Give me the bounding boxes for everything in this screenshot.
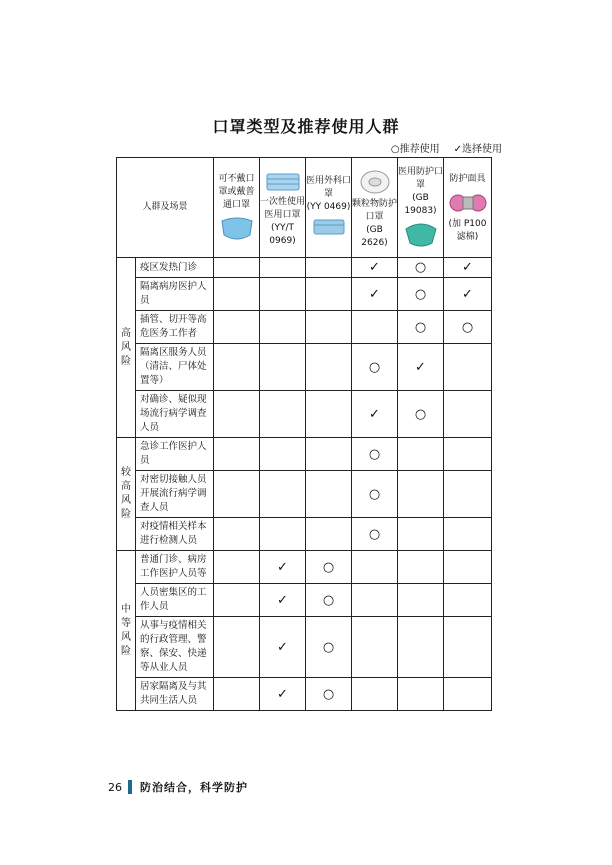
cell — [398, 584, 444, 617]
cell: ✓ — [444, 278, 492, 311]
header-col5-label: 医用防护口罩 — [398, 166, 444, 190]
cell — [306, 311, 352, 344]
cell — [214, 311, 260, 344]
table-row — [117, 471, 492, 518]
cell — [214, 518, 260, 551]
cell: ✓ — [352, 278, 398, 311]
cell — [214, 678, 260, 711]
cell: ○ — [398, 258, 444, 278]
cell: ✓ — [260, 678, 306, 711]
cell: ○ — [306, 617, 352, 678]
cell — [444, 551, 492, 584]
cell — [260, 518, 306, 551]
cell: ○ — [306, 584, 352, 617]
particulate-respirator-illustration — [358, 169, 392, 195]
row-scene: 疫区发热门诊 — [136, 258, 214, 278]
cell: ○ — [398, 311, 444, 344]
cell: ○ — [352, 438, 398, 471]
cell: ○ — [352, 518, 398, 551]
cell: ✓ — [352, 258, 398, 278]
cell — [398, 438, 444, 471]
header-col4-std: (GB 2626) — [361, 224, 388, 248]
cell — [214, 278, 260, 311]
table-row — [117, 438, 492, 471]
cell — [398, 551, 444, 584]
table-body — [117, 258, 492, 711]
table-row — [117, 617, 492, 678]
mask-table — [116, 157, 492, 711]
cell — [444, 438, 492, 471]
header-col4 — [352, 158, 398, 258]
gas-mask-illustration — [448, 189, 488, 215]
header-col6-std: (加 P100 滤棉) — [448, 219, 487, 242]
cell — [398, 518, 444, 551]
footer-text: 防治结合，科学防护 — [140, 781, 248, 794]
header-col6-label: 防护面具 — [449, 174, 486, 184]
group-higher — [117, 438, 136, 551]
cell — [352, 617, 398, 678]
row-scene: 人员密集区的工作人员 — [136, 584, 214, 617]
cell: ✓ — [444, 258, 492, 278]
cell — [214, 584, 260, 617]
cell — [444, 678, 492, 711]
cell — [444, 584, 492, 617]
cell — [398, 617, 444, 678]
header-col1 — [214, 158, 260, 258]
cell: ○ — [444, 311, 492, 344]
cell — [306, 258, 352, 278]
cell — [352, 584, 398, 617]
cell: ○ — [398, 391, 444, 438]
medical-respirator-illustration — [402, 221, 440, 247]
header-col6 — [444, 158, 492, 258]
row-scene: 从事与疫情相关的行政管理、警察、保安、快递等从业人员 — [136, 617, 214, 678]
table-row — [117, 311, 492, 344]
header-col1-label: 可不戴口罩或戴普通口罩 — [218, 174, 255, 210]
header-col2 — [260, 158, 306, 258]
header-col3-label: 医用外科口罩 — [306, 176, 352, 199]
group-high-label: 高 风 险 — [121, 327, 131, 367]
row-scene: 隔离区服务人员（清洁、尸体处置等） — [136, 344, 214, 391]
surgical-mask-illustration — [310, 217, 348, 237]
group-medium — [117, 551, 136, 711]
group-higher-label: 较 高 风 险 — [121, 467, 131, 520]
table-row — [117, 678, 492, 711]
cell — [260, 391, 306, 438]
cell — [306, 518, 352, 551]
row-scene: 对疫情相关样本进行检测人员 — [136, 518, 214, 551]
header-col3-std: (YY 0469) — [306, 202, 351, 212]
cell — [444, 518, 492, 551]
cell — [214, 391, 260, 438]
cell — [260, 258, 306, 278]
row-scene: 急诊工作医护人员 — [136, 438, 214, 471]
cell — [214, 344, 260, 391]
group-medium-label: 中 等 风 险 — [121, 603, 131, 657]
cell: ○ — [398, 278, 444, 311]
header-col5-std: (GB 19083) — [404, 192, 437, 216]
cell — [214, 258, 260, 278]
header-col3 — [306, 158, 352, 258]
blue-mask-illustration — [218, 215, 256, 241]
cell — [444, 471, 492, 518]
cell — [306, 438, 352, 471]
row-scene: 隔离病房医护人员 — [136, 278, 214, 311]
table-row — [117, 391, 492, 438]
table-row — [117, 278, 492, 311]
cell — [306, 278, 352, 311]
page-number: 26 — [108, 780, 122, 794]
table-row — [117, 584, 492, 617]
row-scene: 对密切接触人员开展流行病学调查人员 — [136, 471, 214, 518]
table-row — [117, 258, 492, 278]
footer-bar — [128, 780, 132, 794]
table-row — [117, 518, 492, 551]
page-footer — [108, 779, 248, 795]
cell — [214, 438, 260, 471]
cell — [214, 471, 260, 518]
cell: ✓ — [398, 344, 444, 391]
cell — [306, 344, 352, 391]
cell — [260, 471, 306, 518]
cell — [352, 678, 398, 711]
cell — [214, 551, 260, 584]
cell — [352, 311, 398, 344]
row-scene: 居家隔离及与其共同生活人员 — [136, 678, 214, 711]
cell — [260, 311, 306, 344]
table-row — [117, 344, 492, 391]
cell: ○ — [352, 344, 398, 391]
cell — [444, 617, 492, 678]
row-scene: 普通门诊、病房工作医护人员等 — [136, 551, 214, 584]
table-title: 口罩类型及推荐使用人群 — [212, 117, 400, 136]
header-col2-std: (YY/T 0969) — [269, 222, 296, 246]
header-col5 — [398, 158, 444, 258]
cell: ✓ — [260, 617, 306, 678]
group-high — [117, 258, 136, 438]
header-col2-label: 一次性使用医用口罩 — [260, 196, 306, 220]
cell: ○ — [306, 551, 352, 584]
cell — [306, 391, 352, 438]
table-row — [117, 551, 492, 584]
cell: ✓ — [260, 584, 306, 617]
header-col4-label: 颗粒物防护口罩 — [352, 198, 398, 222]
cell — [214, 617, 260, 678]
cell — [398, 471, 444, 518]
cell — [260, 278, 306, 311]
cell — [260, 344, 306, 391]
disposable-mask-illustration — [264, 171, 302, 193]
legend-recommended: ○推荐使用 — [390, 144, 440, 155]
row-scene: 插管、切开等高危医务工作者 — [136, 311, 214, 344]
cell: ○ — [306, 678, 352, 711]
cell — [260, 438, 306, 471]
header-group: 人群及场景 — [117, 158, 214, 258]
cell — [398, 678, 444, 711]
cell — [306, 471, 352, 518]
legend-optional: ✓选择使用 — [453, 144, 502, 155]
cell: ✓ — [352, 391, 398, 438]
cell — [444, 391, 492, 438]
cell — [444, 344, 492, 391]
cell — [352, 551, 398, 584]
legend — [391, 140, 502, 155]
cell: ✓ — [260, 551, 306, 584]
row-scene: 对确诊、疑似现场流行病学调查人员 — [136, 391, 214, 438]
cell: ○ — [352, 471, 398, 518]
